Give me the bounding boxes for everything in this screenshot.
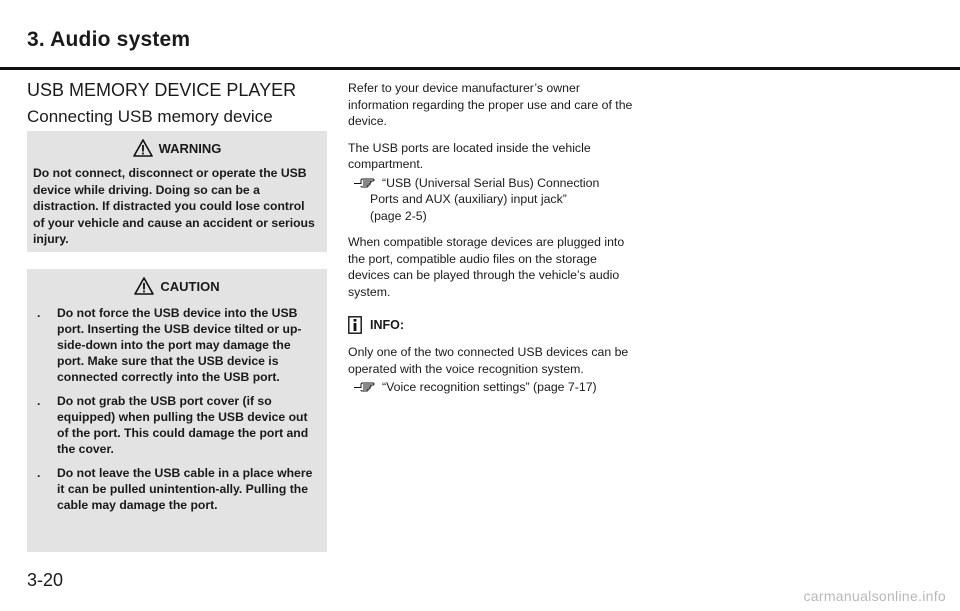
info-icon — [348, 316, 362, 334]
subsection-title: Connecting USB memory device — [27, 107, 273, 126]
caution-list — [27, 305, 319, 513]
bullet: . — [37, 394, 41, 408]
paragraph-manufacturer: Refer to your device manufacturer’s owner information regarding the proper use and care of the device. — [348, 81, 633, 128]
warning-box — [27, 131, 327, 252]
caution-heading-text: CAUTION — [160, 278, 220, 294]
caution-item — [27, 393, 319, 457]
warning-text: Do not connect, disconnect or operate the USB device while driving. Doing so can be a distraction. If distracted you could lose control of your vehicle and cause an accident or serious injury. — [33, 166, 315, 246]
caution-item — [27, 305, 319, 385]
section-title: USB MEMORY DEVICE PLAYER — [27, 80, 297, 100]
cross-reference-line: “USB (Universal Serial Bus) Connection — [382, 175, 600, 190]
chapter-header — [0, 0, 960, 70]
caution-item-text: Do not grab the USB port cover (if so equipped) when pulling the USB device out of the port. This could damage the port and the cover. — [57, 394, 309, 456]
chapter-title: 3. Audio system — [27, 28, 191, 51]
caution-box — [27, 269, 327, 552]
warning-triangle-icon — [133, 139, 153, 157]
paragraph-compatible-devices: When compatible storage devices are plugged into the port, compatible audio files on the storage devices can be played through the vehicle’s audio system. — [348, 235, 625, 299]
warning-heading — [27, 139, 327, 157]
cross-reference-usb-ports[interactable] — [348, 175, 640, 225]
page-number: 3-20 — [27, 570, 64, 590]
paragraph-usb-location: The USB ports are located inside the vehicle compartment. — [348, 140, 591, 171]
caution-item-text: Do not leave the USB cable in a place where it can be pulled unintention-ally. Pulling the cable may damage the port. — [57, 466, 313, 512]
bullet: . — [37, 466, 41, 480]
right-column — [348, 80, 640, 406]
warning-heading-text: WARNING — [158, 140, 222, 156]
cross-reference-line: Ports and AUX (auxiliary) input jack” — [370, 192, 567, 206]
reference-pointer-icon — [353, 177, 375, 189]
caution-item — [27, 465, 319, 513]
caution-heading — [27, 277, 327, 295]
info-heading — [348, 316, 640, 334]
cross-reference-voice-settings[interactable] — [348, 379, 640, 396]
info-heading-text: INFO: — [370, 317, 405, 332]
paragraph-voice-recognition: Only one of the two connected USB devices can be operated with the voice recognition system. — [348, 345, 629, 376]
caution-item-text: Do not force the USB device into the USB port. Inserting the USB device tilted or up-side-down into the port may damage the port. Make sure that the USB device is connected correctly into the USB port. — [57, 306, 302, 384]
header-rule — [0, 67, 960, 70]
cross-reference-page: (page 2-5) — [370, 208, 427, 223]
watermark: carmanualsonline.info — [803, 588, 946, 604]
caution-triangle-icon — [134, 277, 154, 295]
cross-reference-line: “Voice recognition settings” (page 7-17) — [382, 380, 597, 394]
bullet: . — [37, 306, 41, 320]
reference-pointer-icon — [353, 381, 375, 393]
